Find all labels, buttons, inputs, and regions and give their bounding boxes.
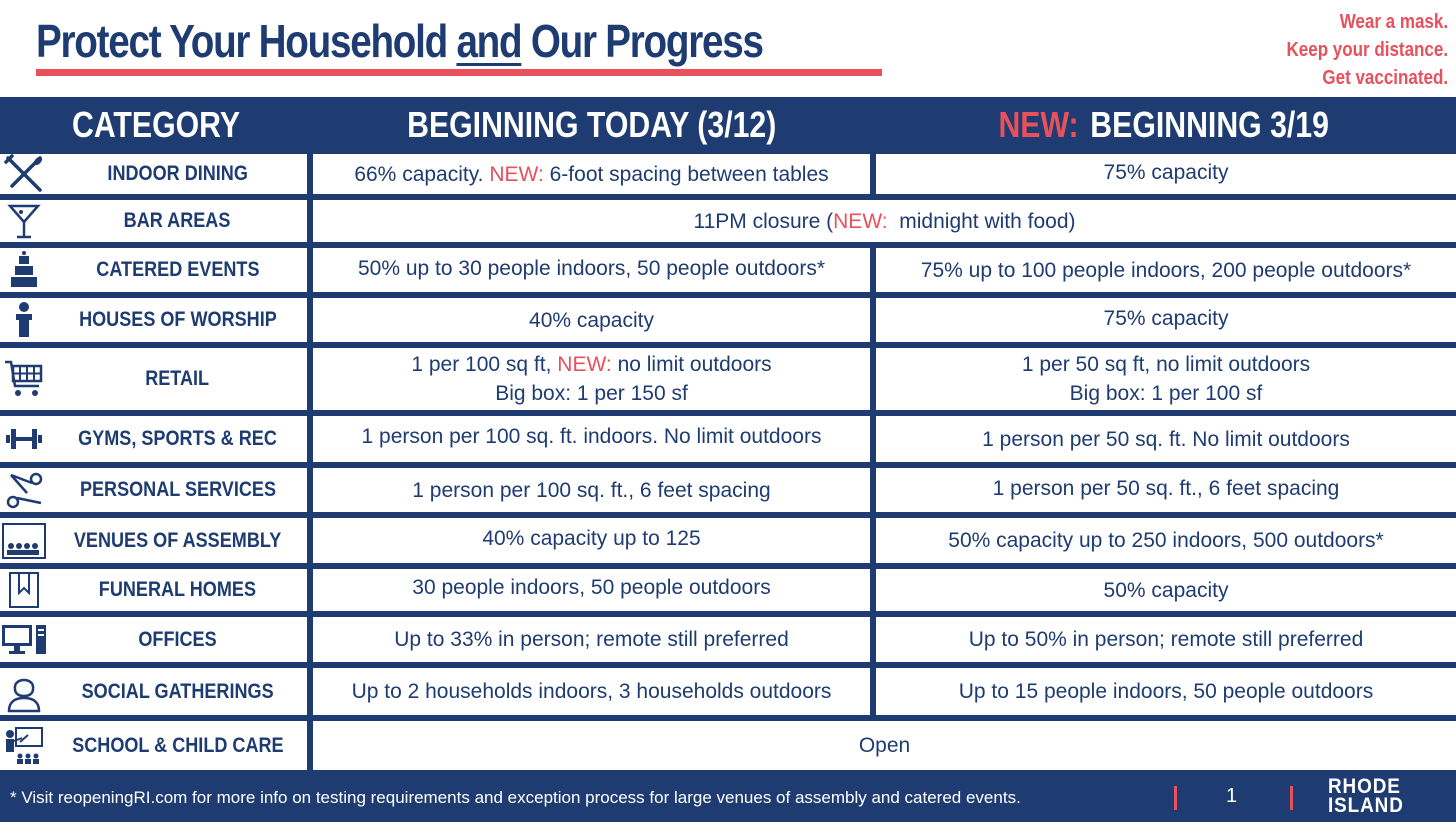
cell-current: 50% up to 30 people indoors, 50 people outdoors* — [313, 248, 870, 292]
cell-current: Up to 2 households indoors, 3 households outdoors — [313, 668, 870, 715]
cell-current: 1 person per 100 sq. ft. indoors. No limit outdoors — [313, 416, 870, 462]
cell-current: 1 person per 100 sq. ft., 6 feet spacing — [313, 468, 870, 512]
cell-next: 75% capacity — [876, 298, 1456, 342]
footer-note: * Visit reopeningRI.com for more info on testing requirements and exception process for large venues of assembly and catered events. — [10, 788, 1021, 807]
footer-divider — [1290, 786, 1293, 810]
rhode-island-logo: RHODE ISLAND — [1328, 775, 1404, 817]
cell-next: 50% capacity up to 250 indoors, 500 outdoors* — [876, 518, 1456, 563]
cocktail-glass-icon — [0, 202, 48, 240]
cell-current: 1 per 100 sq ft, NEW: no limit outdoors Big box: 1 per 150 sf — [313, 348, 870, 410]
category-funeral-homes: FUNERAL HOMES — [0, 569, 307, 611]
teacher-classroom-icon — [0, 726, 48, 766]
cell-next: 75% capacity — [876, 154, 1456, 194]
page-number: 1 — [1226, 785, 1238, 807]
category-bar-areas: BAR AREAS — [0, 200, 307, 242]
cell-current: Up to 33% in person; remote still preferred — [313, 617, 870, 662]
tagline — [1258, 8, 1448, 92]
category-gyms: GYMS, SPORTS & REC — [0, 416, 307, 462]
category-indoor-dining: INDOOR DINING — [0, 154, 307, 194]
scissors-icon — [0, 469, 48, 511]
title-underline-bar — [36, 69, 882, 76]
podium-speaker-icon — [0, 301, 48, 339]
category-venues-of-assembly: VENUES OF ASSEMBLY — [0, 518, 307, 563]
shopping-cart-icon — [0, 358, 48, 400]
title-emphasis: and — [456, 15, 522, 67]
bookmark-frame-icon — [0, 571, 48, 609]
cell-next: 50% capacity — [876, 569, 1456, 611]
tagline-line: Keep your distance. — [1286, 39, 1448, 61]
cell-next: 75% up to 100 people indoors, 200 people outdoors* — [876, 248, 1456, 292]
tagline-line: Wear a mask. — [1339, 11, 1448, 33]
desktop-computer-icon — [0, 622, 48, 658]
header-current: BEGINNING TODAY (3/12) — [407, 103, 777, 145]
cell-next: 1 person per 50 sq. ft. No limit outdoors — [876, 416, 1456, 462]
cell-current: 40% capacity up to 125 — [313, 518, 870, 563]
footer-divider — [1174, 786, 1177, 810]
utensils-icon — [0, 154, 48, 194]
category-catered-events: CATERED EVENTS — [0, 248, 307, 292]
header-category: CATEGORY — [71, 103, 240, 145]
cell-merged: 11PM closure (NEW: midnight with food) — [313, 200, 1456, 242]
category-personal-services: PERSONAL SERVICES — [0, 468, 307, 512]
page-title: Protect Your Household and Our Progress — [36, 15, 763, 67]
cell-merged: Open — [313, 721, 1456, 770]
header-next: NEW: BEGINNING 3/19 — [998, 103, 1330, 145]
cell-next: Up to 15 people indoors, 50 people outdoors — [876, 668, 1456, 715]
cell-current: 66% capacity. NEW: 6-foot spacing between tables — [313, 154, 870, 194]
tagline-line: Get vaccinated. — [1322, 67, 1448, 89]
cell-current: 30 people indoors, 50 people outdoors — [313, 569, 870, 611]
person-icon — [0, 671, 48, 713]
category-social-gatherings: SOCIAL GATHERINGS — [0, 668, 307, 715]
cell-next: 1 person per 50 sq. ft., 6 feet spacing — [876, 468, 1456, 512]
cell-next: Up to 50% in person; remote still preferred — [876, 617, 1456, 662]
dumbbell-icon — [0, 424, 48, 454]
cell-current: 40% capacity — [313, 298, 870, 342]
cell-next: 1 per 50 sq ft, no limit outdoors Big box: 1 per 100 sf — [876, 348, 1456, 410]
category-offices: OFFICES — [0, 617, 307, 662]
audience-screen-icon — [0, 522, 48, 560]
category-retail: RETAIL — [0, 348, 307, 410]
category-school-child-care: SCHOOL & CHILD CARE — [0, 721, 307, 770]
wedding-cake-icon — [0, 250, 48, 290]
guidelines-table — [0, 97, 1456, 774]
footer — [0, 774, 1456, 822]
category-houses-of-worship: HOUSES OF WORSHIP — [0, 298, 307, 342]
